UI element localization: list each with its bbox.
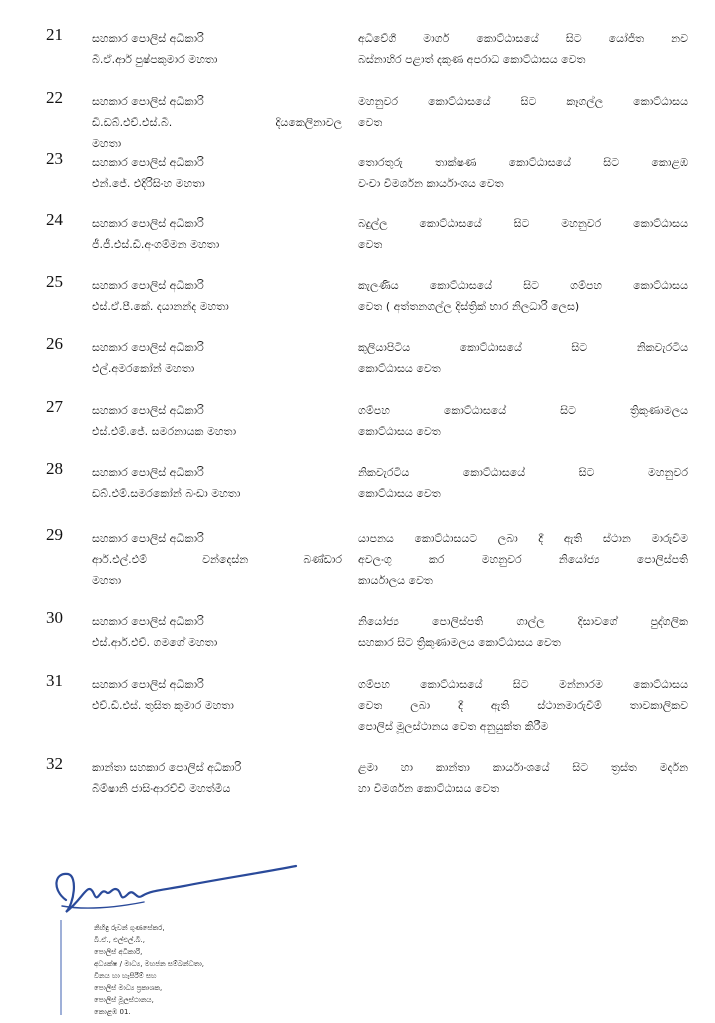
destination-line: බදුල්ල කොට්ඨාසයේ සිට මහනුවර කොට්ඨාසය bbox=[358, 217, 688, 230]
destination-line: කුලියාපිටිය කොට්ඨාසයේ සිට නිකවැරටිය bbox=[358, 341, 688, 354]
destination-line: අවලංගු කර මහනුවර නියෝජ්‍ය පොලිස්පති bbox=[358, 553, 688, 566]
destination-line: වෙත ලබා දී ඇති ස්ථානමාරුවීම් තාවකාලිකව bbox=[358, 699, 688, 712]
destination-line: ගම්පහ කොට්ඨාසයේ සිට මන්නාරම කොට්ඨාසය bbox=[358, 678, 688, 691]
entry-number: 32 bbox=[46, 754, 63, 773]
entry-number: 27 bbox=[46, 397, 63, 416]
officer-line: බිම්ෂානි ජාසිංආරච්චි මහත්මිය bbox=[92, 782, 231, 795]
destination-line: නියෝජ්‍ය පොලිස්පති ගාල්ල දිසාවගේ පුද්ගලික bbox=[358, 615, 688, 628]
signature-line: පොලිස් මූලස්ථානය, bbox=[94, 996, 154, 1004]
officer-name bbox=[92, 337, 342, 379]
transfer-destination bbox=[358, 91, 688, 133]
handwritten-signature bbox=[44, 860, 304, 924]
destination-line: කොට්ඨාසය වෙත bbox=[358, 362, 441, 375]
officer-line: මහතා bbox=[92, 574, 122, 587]
signature-line: කොළඹ 01. bbox=[94, 1008, 131, 1016]
destination-line: කැලණිය කොට්ඨාසයේ සිට ගම්පහ කොට්ඨාසය bbox=[358, 279, 688, 292]
signature-line: නිහිඳු රුවන් ගුණසේකර, bbox=[94, 924, 165, 932]
destination-line: හා විමර්ශන කොට්ඨාසය වෙත bbox=[358, 782, 500, 795]
officer-line: එල්.අමරකෝන් මහතා bbox=[92, 362, 195, 375]
entry-number: 31 bbox=[46, 671, 63, 690]
officer-line: එස්.එම්.ජේ. සමරනායක මහතා bbox=[92, 425, 237, 438]
destination-line: අධිවේගී මාර්ග කොට්ඨාසයේ සිට යෝජිත නව bbox=[358, 32, 688, 45]
officer-line: සහකාර පොලිස් අධිකාරි bbox=[92, 95, 204, 108]
transfer-destination bbox=[358, 213, 688, 255]
transfer-destination bbox=[358, 152, 688, 194]
officer-name bbox=[92, 611, 342, 653]
destination-line: ගම්පහ කොට්ඨාසයේ සිට ත්‍රිකුණාමලය bbox=[358, 404, 688, 417]
destination-line: කොට්ඨාසය වෙත bbox=[358, 425, 441, 438]
entry-number: 25 bbox=[46, 272, 63, 291]
entry-number: 26 bbox=[46, 334, 63, 353]
destination-line: බස්නාහිර පළාත් දකුණ අපරාධ කොට්ඨාසය වෙත bbox=[358, 53, 586, 66]
officer-line: ජී.ජී.එස්.ඩී.අංගම්මන මහතා bbox=[92, 238, 220, 251]
destination-line: වෙත bbox=[358, 238, 383, 251]
destination-line: වංචා විමර්ශන කාර්යාංශය වෙත bbox=[358, 177, 504, 190]
destination-line: මහනුවර කොට්ඨාසයේ සිට කෑගල්ල කොට්ඨාසය bbox=[358, 95, 688, 108]
officer-name bbox=[92, 462, 342, 504]
destination-line: නිකවැරටිය කොට්ඨාසයේ සිට මහනුවර bbox=[358, 466, 688, 479]
signature-line: පොලිස් අධිකාරි, bbox=[94, 948, 143, 956]
destination-line: කොට්ඨාසය වෙත bbox=[358, 487, 441, 500]
stamp-mark bbox=[59, 920, 63, 1015]
transfer-destination bbox=[358, 400, 688, 442]
officer-line: ඩබ්.එම්.සමරකෝන් බංඩා මහතා bbox=[92, 487, 241, 500]
transfer-destination bbox=[358, 528, 688, 591]
officer-line: එස්.ඒ.පී.කේ. දයානන්ද මහතා bbox=[92, 300, 229, 313]
signature-text bbox=[94, 922, 204, 1018]
transfer-destination bbox=[358, 674, 688, 737]
officer-line: ඩී.ඩබ්.එච්.එස්.බී. දියකෙලිනාවල bbox=[92, 116, 342, 129]
officer-line: සහකාර පොලිස් අධිකාරි bbox=[92, 615, 204, 628]
officer-line: කාන්තා සහකාර පොලිස් අධිකාරි bbox=[92, 761, 242, 774]
officer-name bbox=[92, 674, 342, 716]
officer-line: සහකාර පොලිස් අධිකාරි bbox=[92, 279, 204, 292]
officer-name bbox=[92, 152, 342, 194]
officer-line: මහතා bbox=[92, 137, 122, 150]
officer-name bbox=[92, 28, 342, 70]
officer-line: සහකාර පොලිස් අධිකාරි bbox=[92, 341, 204, 354]
officer-line: සහකාර පොලිස් අධිකාරි bbox=[92, 32, 204, 45]
destination-line: යාපනය කොට්ඨාසයට ලබා දී ඇති ස්ථාන මාරුවීම bbox=[358, 532, 688, 545]
officer-line: එච්.ඩී.එස්. තුසිත කුමාර මහතා bbox=[92, 699, 234, 712]
destination-line: වෙත bbox=[358, 116, 383, 129]
signature-line: බී.ඒ., එල්එල්.බී., bbox=[94, 936, 145, 944]
entry-number: 28 bbox=[46, 459, 63, 478]
officer-name bbox=[92, 275, 342, 317]
officer-line: සහකාර පොලිස් අධිකාරි bbox=[92, 217, 204, 230]
signature-line: පොලිස් මාධ්‍ය ප්‍රකාශක, bbox=[94, 984, 163, 992]
officer-name bbox=[92, 757, 342, 799]
entry-number: 22 bbox=[46, 88, 63, 107]
destination-line: පොලිස් මූලස්ථානය වෙත අනුයුක්ත කිරීම bbox=[358, 720, 549, 733]
signature-line: අධ්‍යක්ෂ / මාධ්‍ය, මහජන සම්බන්ධතා, bbox=[94, 960, 205, 968]
entry-number: 29 bbox=[46, 525, 63, 544]
destination-line: කාර්යාලය වෙත bbox=[358, 574, 433, 587]
officer-line: සහකාර පොලිස් අධිකාරි bbox=[92, 466, 204, 479]
transfer-destination bbox=[358, 275, 688, 317]
transfer-destination bbox=[358, 462, 688, 504]
transfer-destination bbox=[358, 757, 688, 799]
officer-name bbox=[92, 400, 342, 442]
officer-line: ආර්.එල්.එම් වන්දෙස්න බණ්ඩාර bbox=[92, 553, 342, 566]
officer-line: සහකාර පොලිස් අධිකාරි bbox=[92, 678, 204, 691]
signature-block bbox=[44, 860, 304, 1020]
destination-line: තොරතුරු තාක්ෂණ කොට්ඨාසයේ සිට කොළඹ bbox=[358, 156, 688, 169]
destination-line: වෙත ( අත්තනගල්ල දිස්ත්‍රික් භාර නිලධාරි ලෙස) bbox=[358, 300, 580, 313]
officer-line: එන්.ජේ. එදිරිසිංහ මහතා bbox=[92, 177, 205, 190]
transfer-destination bbox=[358, 337, 688, 379]
signature-line: විනය හා හැසිරීම් සහ bbox=[94, 972, 157, 980]
entry-number: 30 bbox=[46, 608, 63, 627]
officer-line: සහකාර පොලිස් අධිකාරි bbox=[92, 156, 204, 169]
destination-line: සහකාර සිට ත්‍රිකුණාමලය කොට්ඨාසය වෙත bbox=[358, 636, 561, 649]
entry-number: 21 bbox=[46, 25, 63, 44]
officer-name bbox=[92, 213, 342, 255]
officer-name bbox=[92, 91, 342, 154]
officer-line: සහකාර පොලිස් අධිකාරි bbox=[92, 404, 204, 417]
transfer-destination bbox=[358, 28, 688, 70]
entry-number: 23 bbox=[46, 149, 63, 168]
destination-line: ළමා හා කාන්තා කාර්යාංශයේ සිට ත්‍රස්ත මර්දන bbox=[358, 761, 688, 774]
entry-number: 24 bbox=[46, 210, 63, 229]
officer-line: සහකාර පොලිස් අධිකාරි bbox=[92, 532, 204, 545]
transfer-destination bbox=[358, 611, 688, 653]
officer-name bbox=[92, 528, 342, 591]
officer-line: බී.ඒ.ආර් පුෂ්පකුමාර මහතා bbox=[92, 53, 218, 66]
officer-line: එස්.ආර්.එච්. ගමගේ මහතා bbox=[92, 636, 218, 649]
